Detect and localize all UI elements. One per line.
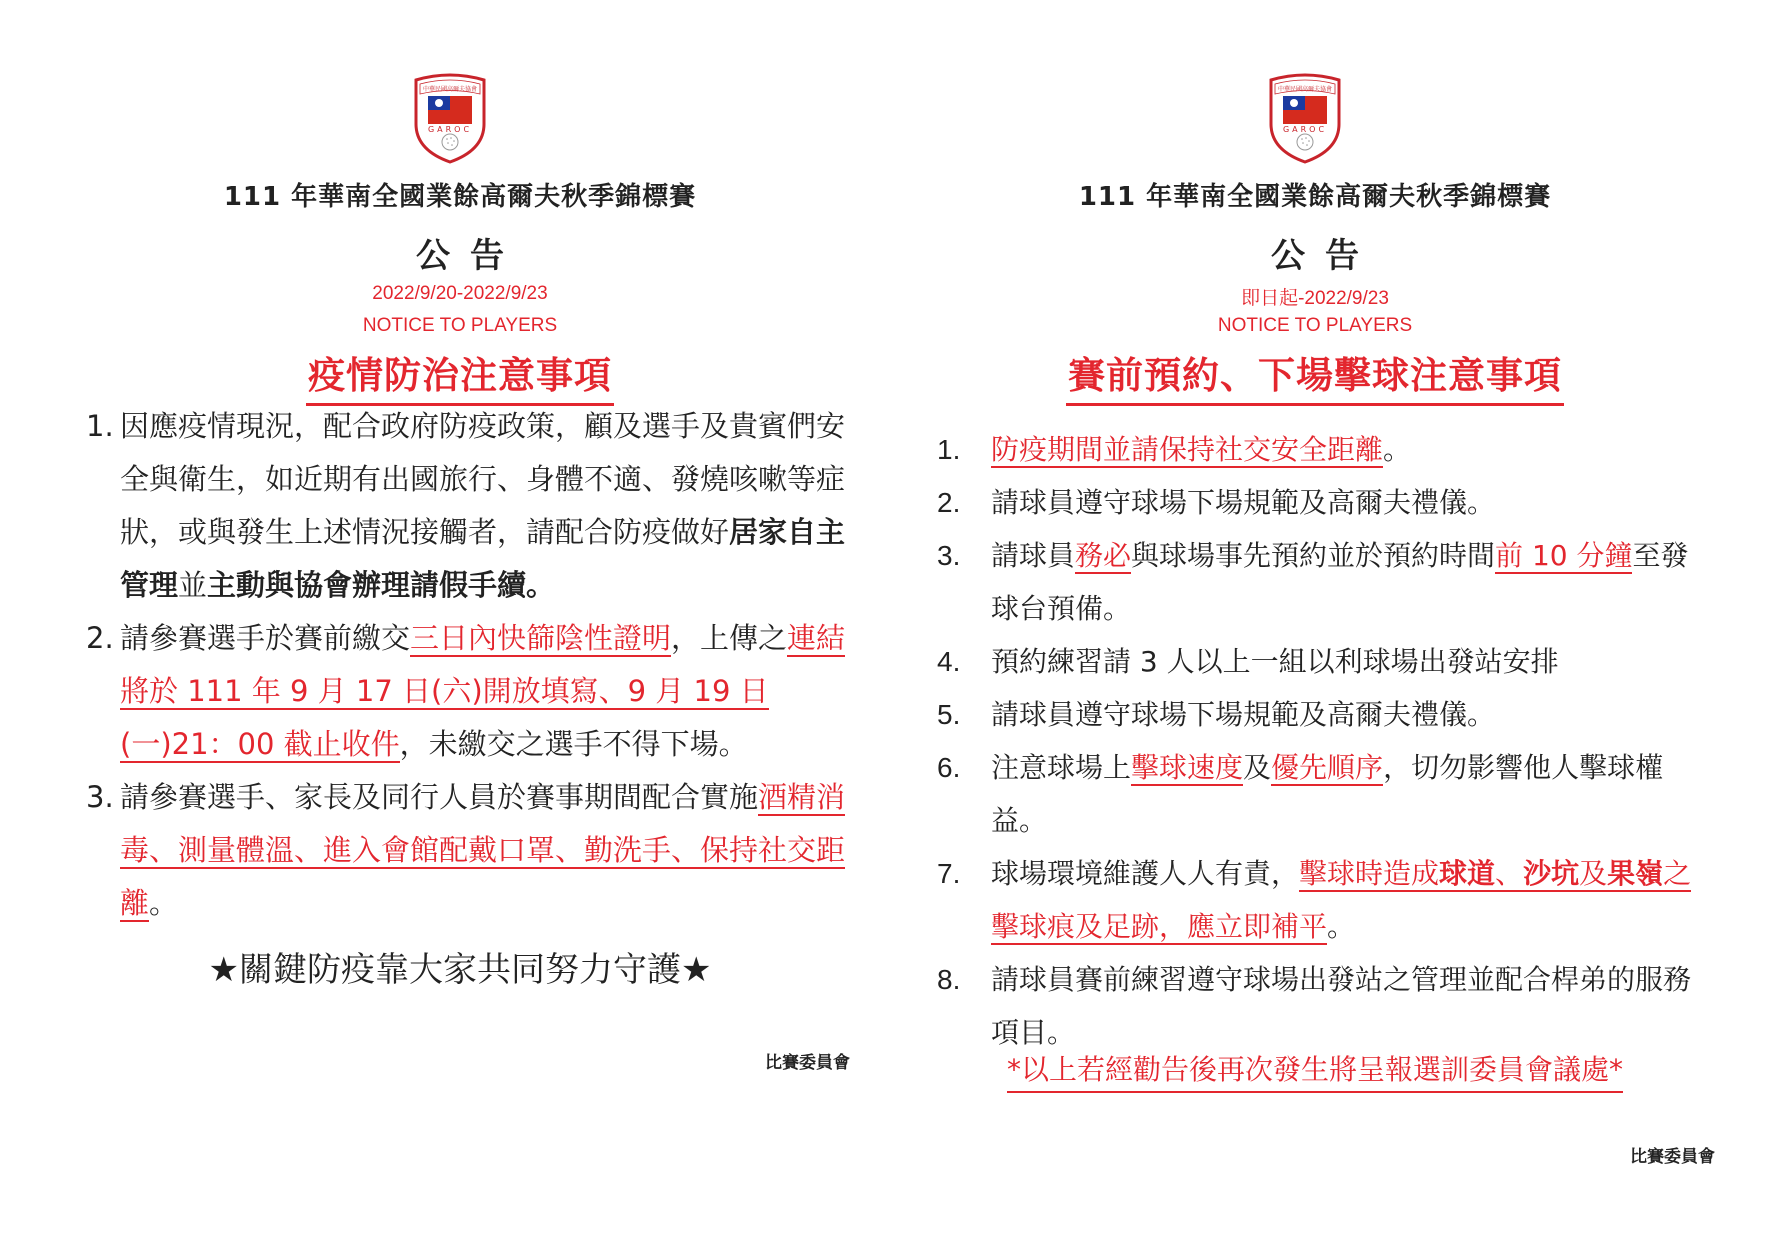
list-item: 2. 請球員遵守球場下場規範及高爾夫禮儀。 xyxy=(937,486,1496,519)
announcement-heading: 公告 xyxy=(416,236,524,276)
list-item: 7. 球場環境維護人人有責，擊球時造成球道、沙坑及果嶺之擊球痕及足跡，應立即補平。 xyxy=(937,857,1692,943)
subject-title: 賽前預約、下場擊球注意事項 xyxy=(1066,345,1564,406)
logo-text: GAROC xyxy=(427,125,473,134)
list-item: 4. 預約練習請 3 人以上一組以利球場出發站安排 xyxy=(937,645,1559,678)
logo-text: GAROC xyxy=(1282,125,1328,134)
list-item: 1. 因應疫情現況，配合政府防疫政策，顧及選手及貴賓們安全與衛生，如近期有出國旅行、身體不適、發燒咳嗽等症狀，或與發生上述情況接觸者，請配合防疫做好居家自主管理並主動與協會辦理請假手續。 xyxy=(86,409,846,602)
date-range: 2022/9/20-2022/9/23 xyxy=(372,283,548,304)
tournament-title: 111 年華南全國業餘高爾夫秋季錦標賽 xyxy=(1078,182,1552,212)
list-item: 8. 請球員賽前練習遵守球場出發站之管理並配合桿弟的服務項目。 xyxy=(937,963,1692,1049)
list-item: 2. 請參賽選手於賽前繳交三日內快篩陰性證明，上傳之連結將於 111 年 9 月 17 日(六)開放填寫、9 月 19 日(一)21：00 截止收件，未繳交之選手不得下場。 xyxy=(86,621,846,761)
list-item: 3. 請球員務必與球場事先預約並於預約時間前 10 分鐘至發球台預備。 xyxy=(937,539,1689,625)
signature: 比賽委員會 xyxy=(765,1053,850,1073)
rules-list xyxy=(935,423,1705,1059)
list-item: 1. 防疫期間並請保持社交安全距離。 xyxy=(937,433,1412,466)
garoc-logo-icon xyxy=(1265,72,1345,164)
right-notice-panel xyxy=(935,0,1715,1241)
rules-list xyxy=(86,400,846,930)
warning-note: *以上若經勸告後再次發生將呈報選訓委員會議處* xyxy=(1007,1048,1623,1093)
list-item: 5. 請球員遵守球場下場規範及高爾夫禮儀。 xyxy=(937,698,1496,731)
seal-text: 中華民國高爾夫協會 xyxy=(422,86,478,93)
seal-text: 中華民國高爾夫協會 xyxy=(1277,86,1333,93)
signature: 比賽委員會 xyxy=(1630,1147,1715,1167)
notice-to-players: NOTICE TO PLAYERS xyxy=(1217,315,1413,336)
date-range: 即日起-2022/9/23 xyxy=(1241,288,1389,309)
notice-to-players: NOTICE TO PLAYERS xyxy=(362,315,558,336)
list-item: 3. 請參賽選手、家長及同行人員於賽事期間配合實施酒精消毒、測量體溫、進入會館配戴口罩、勤洗手、保持社交距離。 xyxy=(86,780,846,920)
tournament-title: 111 年華南全國業餘高爾夫秋季錦標賽 xyxy=(223,182,697,212)
announcement-heading: 公告 xyxy=(1271,236,1379,276)
garoc-logo-icon xyxy=(410,72,490,164)
slogan: ★關鍵防疫靠大家共同努力守護★ xyxy=(208,950,712,990)
subject-title: 疫情防治注意事項 xyxy=(306,345,614,406)
left-notice-panel xyxy=(80,0,850,1241)
list-item: 6. 注意球場上擊球速度及優先順序，切勿影響他人擊球權益。 xyxy=(937,751,1664,837)
